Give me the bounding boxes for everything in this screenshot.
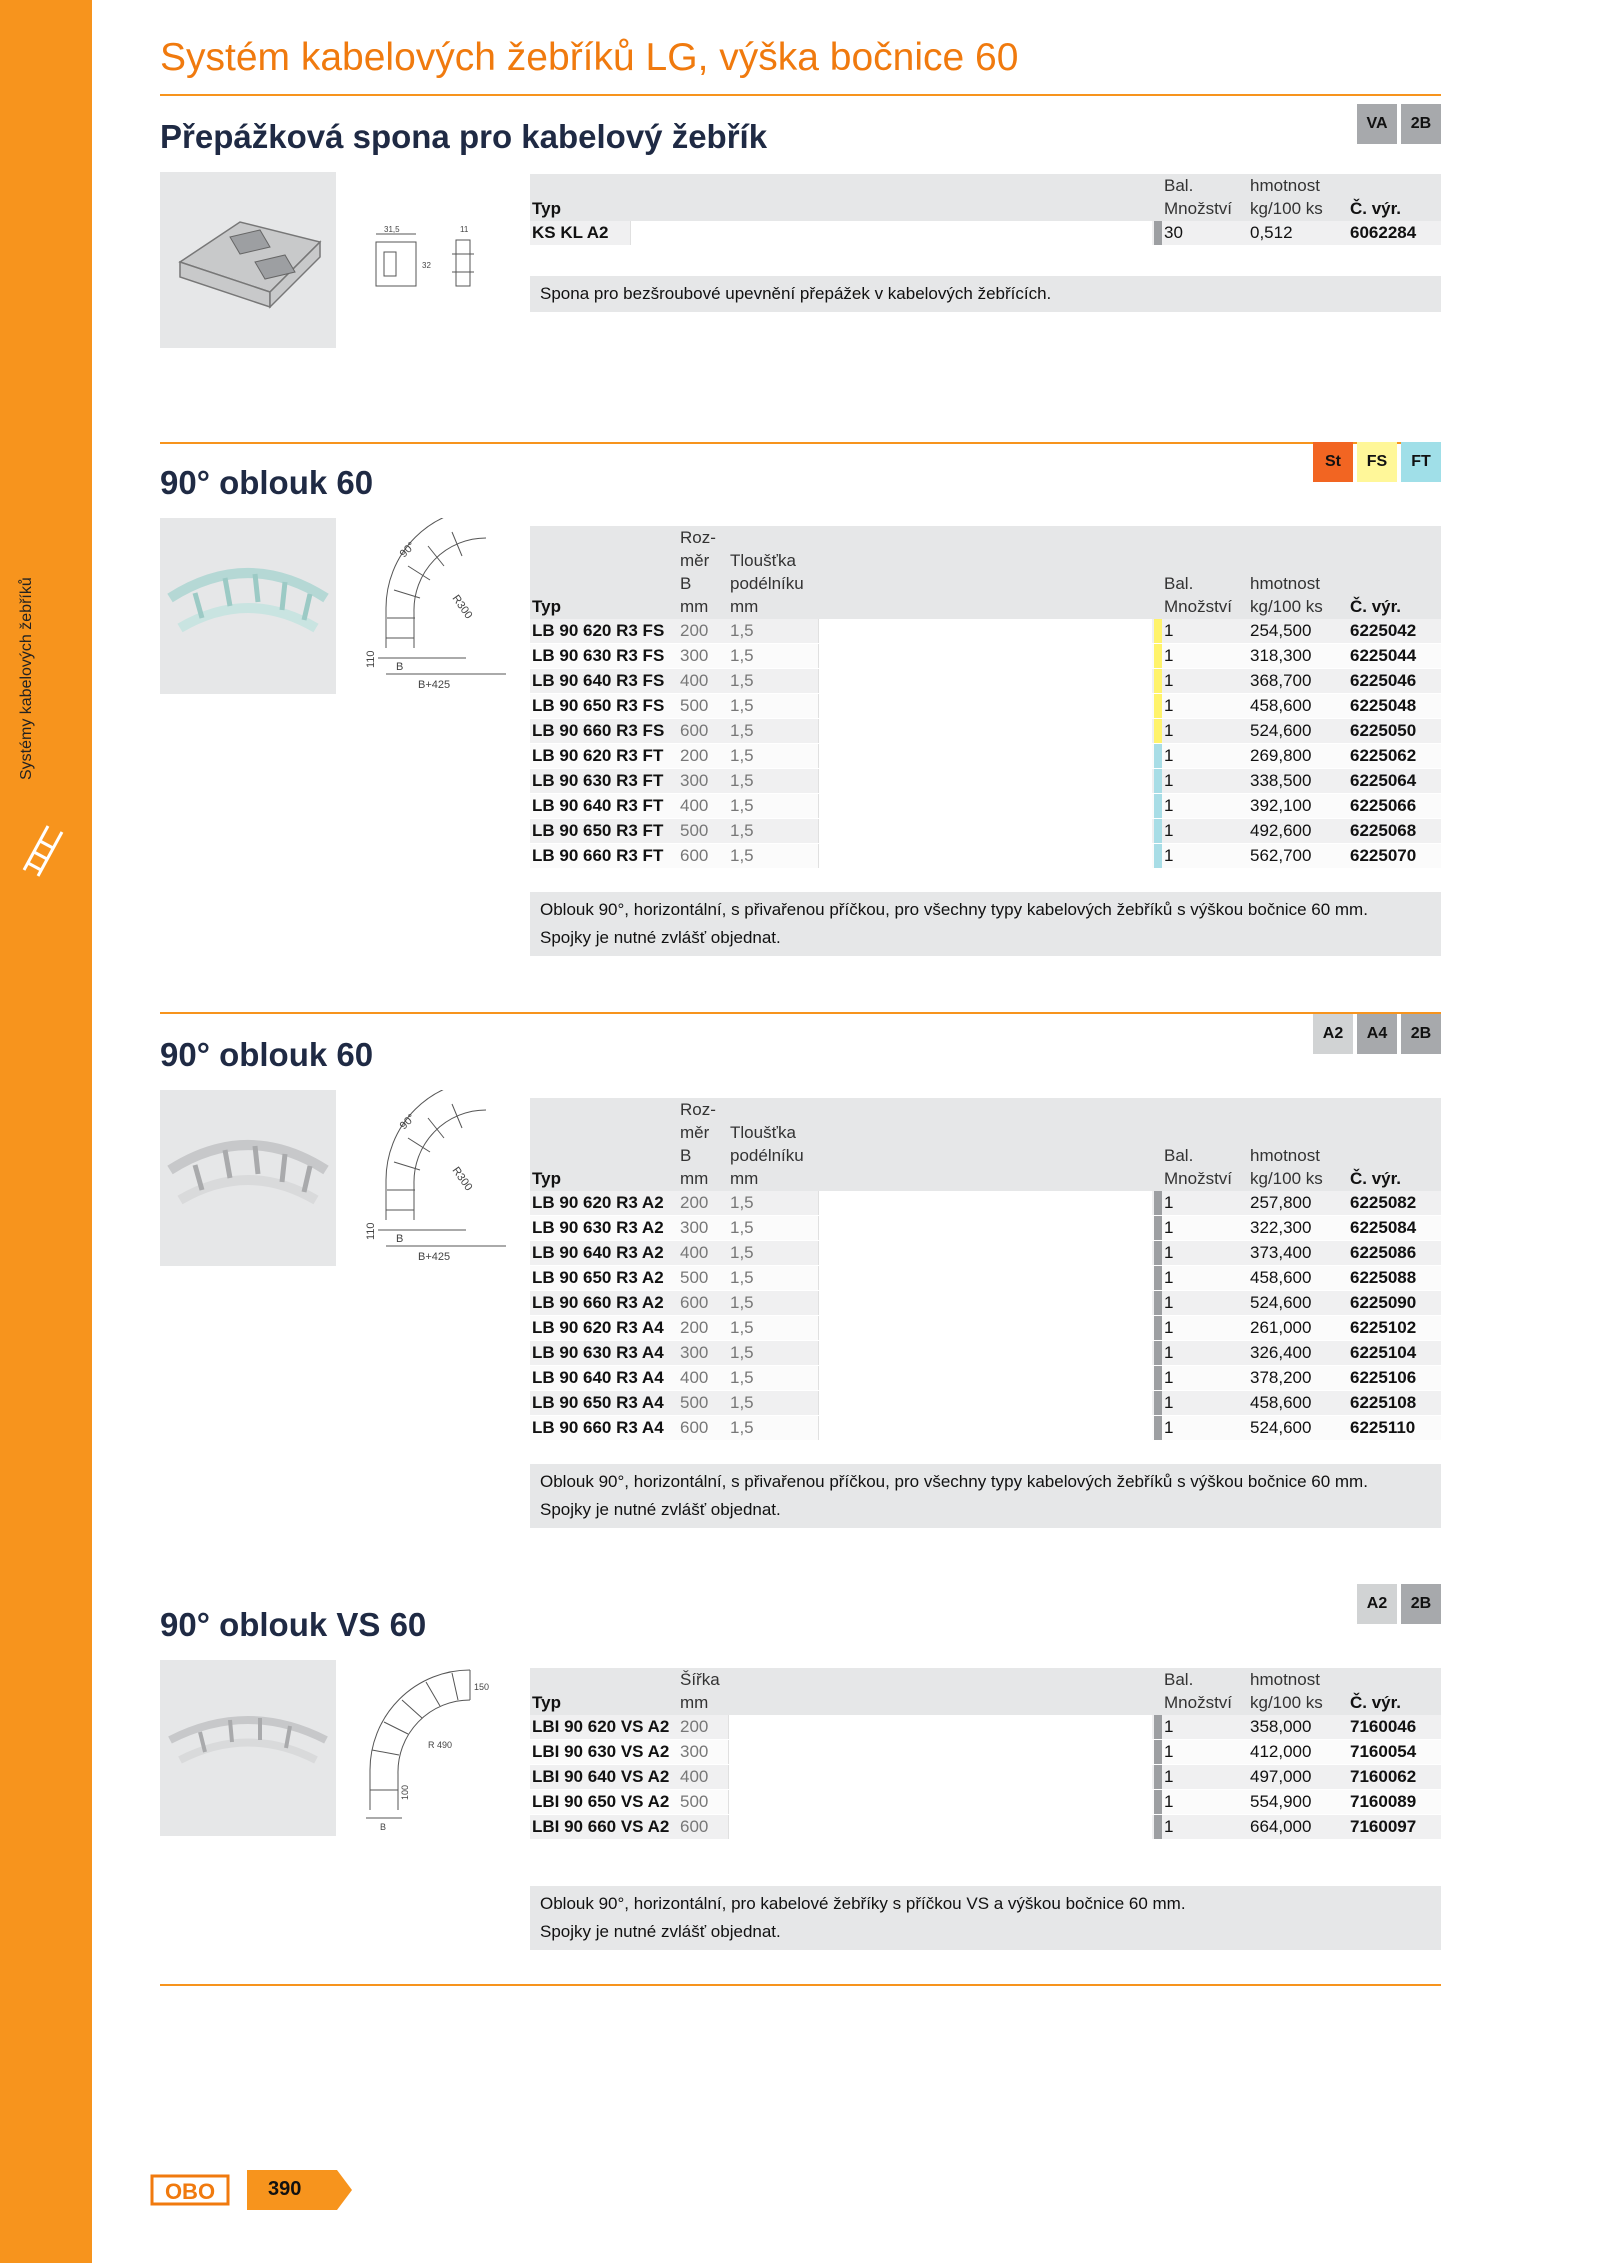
material-marker	[1152, 1241, 1162, 1266]
material-badge: 2B	[1401, 104, 1441, 144]
cell-bal: 1	[1162, 719, 1248, 744]
cell-typ: LB 90 620 R3 A2	[530, 1191, 678, 1216]
cell-weight: 458,600	[1248, 1266, 1348, 1291]
cell-thickness: 1,5	[728, 1191, 818, 1216]
cell-bal: 30	[1162, 221, 1248, 246]
cell-typ: LB 90 640 R3 FS	[530, 669, 678, 694]
cell-weight: 554,900	[1248, 1790, 1348, 1815]
cell-article: 6225046	[1348, 669, 1441, 694]
material-badge: A2	[1313, 1014, 1353, 1054]
header-article: Č. výr.	[1348, 174, 1441, 221]
cell-weight: 524,600	[1248, 1291, 1348, 1316]
header-article: Č. výr.	[1348, 526, 1441, 619]
section-bend-galvanized	[160, 442, 1441, 1012]
cell-dimension: 200	[678, 744, 728, 769]
cell-weight: 261,000	[1248, 1316, 1348, 1341]
cell-thickness: 1,5	[728, 1291, 818, 1316]
section-bend-vs	[160, 1584, 1441, 2004]
technical-drawing	[356, 1660, 526, 1840]
cell-weight: 326,400	[1248, 1341, 1348, 1366]
product-description	[530, 1886, 1441, 1950]
header-typ: Typ	[530, 526, 678, 619]
cell-thickness: 1,5	[728, 1216, 818, 1241]
drawing-label: B	[396, 1233, 404, 1245]
table-row	[530, 669, 1441, 694]
table-row	[530, 619, 1441, 644]
cell-dimension: 200	[678, 1191, 728, 1216]
header-bal: Bal. Množství	[1162, 174, 1248, 221]
cell-dimension: 300	[678, 769, 728, 794]
page-title: Systém kabelových žebříků LG, výška bočnice 60	[160, 36, 1019, 79]
product-photo	[160, 172, 336, 348]
cell-article: 6225086	[1348, 1241, 1441, 1266]
cell-article: 6225050	[1348, 719, 1441, 744]
cell-dimension: 500	[678, 694, 728, 719]
product-description	[530, 1464, 1441, 1528]
cell-typ: LB 90 660 R3 FS	[530, 719, 678, 744]
table-row	[530, 794, 1441, 819]
table-row	[530, 1291, 1441, 1316]
cell-typ: LB 90 630 R3 FS	[530, 644, 678, 669]
table-row	[530, 1191, 1441, 1216]
cell-weight: 524,600	[1248, 719, 1348, 744]
header-typ: Typ	[530, 1668, 678, 1715]
cell-dimension: 500	[678, 1266, 728, 1291]
cell-article: 6225082	[1348, 1191, 1441, 1216]
cell-article: 6225108	[1348, 1391, 1441, 1416]
header-bal: Bal. Množství	[1162, 1098, 1248, 1191]
cell-article: 6225062	[1348, 744, 1441, 769]
cell-article: 6225106	[1348, 1366, 1441, 1391]
material-badge: 2B	[1401, 1584, 1441, 1624]
cell-bal: 1	[1162, 1416, 1248, 1441]
table-row	[530, 1790, 1441, 1815]
cell-typ: LB 90 640 R3 A4	[530, 1366, 678, 1391]
cell-bal: 1	[1162, 844, 1248, 869]
header-weight: hmotnost kg/100 ks	[1248, 526, 1348, 619]
cell-dimension: 600	[678, 1815, 728, 1840]
technical-drawing	[356, 224, 506, 304]
cell-article: 6225048	[1348, 694, 1441, 719]
cell-dimension: 600	[678, 1416, 728, 1441]
cell-dimension: 400	[678, 794, 728, 819]
product-description	[530, 892, 1441, 956]
cell-bal: 1	[1162, 1191, 1248, 1216]
material-marker	[1152, 819, 1162, 844]
cell-dimension: 500	[678, 1391, 728, 1416]
cell-weight: 358,000	[1248, 1715, 1348, 1740]
description-line: Oblouk 90°, horizontální, s přivařenou příčkou, pro všechny typy kabelových žebříků s výškou bočnice 60 mm.	[540, 1472, 1368, 1491]
cell-article: 6225066	[1348, 794, 1441, 819]
cell-dimension: 200	[678, 1715, 728, 1740]
cell-dimension: 500	[678, 1790, 728, 1815]
section-bend-stainless	[160, 1014, 1441, 1584]
cell-weight: 664,000	[1248, 1815, 1348, 1840]
cell-bal: 1	[1162, 1216, 1248, 1241]
header-weight: hmotnost kg/100 ks	[1248, 1098, 1348, 1191]
header-typ: Typ	[530, 174, 630, 221]
cell-bal: 1	[1162, 794, 1248, 819]
description-line: Oblouk 90°, horizontální, s přivařenou příčkou, pro všechny typy kabelových žebříků s výškou bočnice 60 mm.	[540, 900, 1368, 919]
table-row	[530, 221, 1441, 246]
cell-typ: LB 90 640 R3 A2	[530, 1241, 678, 1266]
cell-thickness: 1,5	[728, 1341, 818, 1366]
header-typ: Typ	[530, 1098, 678, 1191]
cell-weight: 318,300	[1248, 644, 1348, 669]
section-title: 90° oblouk VS 60	[160, 1606, 427, 1643]
drawing-label: 90°	[397, 539, 418, 561]
partition-clip-image	[160, 172, 336, 348]
cell-weight: 412,000	[1248, 1740, 1348, 1765]
cell-article: 6225104	[1348, 1341, 1441, 1366]
material-marker	[1152, 1391, 1162, 1416]
cell-bal: 1	[1162, 669, 1248, 694]
material-badges	[1313, 442, 1441, 482]
cell-thickness: 1,5	[728, 769, 818, 794]
cell-typ: LBI 90 640 VS A2	[530, 1765, 678, 1790]
cell-typ: LB 90 640 R3 FT	[530, 794, 678, 819]
cell-bal: 1	[1162, 1715, 1248, 1740]
cell-bal: 1	[1162, 1391, 1248, 1416]
material-marker	[1152, 1266, 1162, 1291]
bend-image	[160, 1660, 336, 1836]
cell-typ: LB 90 650 R3 A4	[530, 1391, 678, 1416]
material-marker	[1152, 644, 1162, 669]
cell-thickness: 1,5	[728, 719, 818, 744]
technical-drawing	[356, 1090, 526, 1280]
cell-article: 6062284	[1348, 221, 1441, 246]
header-article: Č. výr.	[1348, 1668, 1441, 1715]
cell-weight: 492,600	[1248, 819, 1348, 844]
drawing-label: 110	[365, 650, 377, 668]
bend-image	[160, 518, 336, 694]
cell-article: 6225110	[1348, 1416, 1441, 1441]
table-row	[530, 744, 1441, 769]
cell-typ: LB 90 650 R3 FS	[530, 694, 678, 719]
material-marker	[1152, 1740, 1162, 1765]
header-width: Šířka mm	[678, 1668, 728, 1715]
cell-dimension: 400	[678, 1241, 728, 1266]
cell-bal: 1	[1162, 1366, 1248, 1391]
cell-article: 7160062	[1348, 1765, 1441, 1790]
drawing-label: 90°	[397, 1111, 418, 1133]
cable-ladder-icon	[18, 820, 68, 880]
title-rule	[160, 94, 1441, 96]
drawing-label: 32	[422, 261, 431, 270]
cell-weight: 392,100	[1248, 794, 1348, 819]
table-row	[530, 1740, 1441, 1765]
cell-typ: LB 90 650 R3 FT	[530, 819, 678, 844]
product-table	[530, 526, 1441, 869]
cell-thickness: 1,5	[728, 619, 818, 644]
cell-bal: 1	[1162, 819, 1248, 844]
cell-article: 7160097	[1348, 1815, 1441, 1840]
cell-dimension: 400	[678, 1366, 728, 1391]
product-photo	[160, 1090, 336, 1266]
cell-bal: 1	[1162, 1765, 1248, 1790]
cell-bal: 1	[1162, 769, 1248, 794]
cell-article: 6225064	[1348, 769, 1441, 794]
header-weight: hmotnost kg/100 ks	[1248, 1668, 1348, 1715]
cell-thickness: 1,5	[728, 1366, 818, 1391]
drawing-label: R 490	[428, 1740, 453, 1750]
material-marker	[1152, 1291, 1162, 1316]
table-row	[530, 1416, 1441, 1441]
table-row	[530, 694, 1441, 719]
product-table	[530, 1098, 1441, 1441]
drawing-label: B	[380, 1822, 387, 1832]
drawing-label: R300	[449, 592, 475, 622]
cell-typ: KS KL A2	[530, 221, 630, 246]
cell-dimension: 400	[678, 669, 728, 694]
material-marker	[1152, 1366, 1162, 1391]
drawing-label: B+425	[418, 679, 451, 691]
cell-weight: 338,500	[1248, 769, 1348, 794]
description-line: Spojky je nutné zvlášť objednat.	[540, 1500, 781, 1519]
material-badge: VA	[1357, 104, 1397, 144]
table-row	[530, 1366, 1441, 1391]
description-line: Spojky je nutné zvlášť objednat.	[540, 1922, 781, 1941]
drawing-label: B+425	[418, 1251, 451, 1263]
table-row	[530, 844, 1441, 869]
cell-dimension: 600	[678, 1291, 728, 1316]
table-row	[530, 819, 1441, 844]
product-photo	[160, 1660, 336, 1836]
table-row	[530, 644, 1441, 669]
table-row	[530, 1266, 1441, 1291]
drawing-label: R300	[449, 1164, 475, 1194]
cell-weight: 254,500	[1248, 619, 1348, 644]
material-badges	[1357, 104, 1441, 144]
cell-typ: LBI 90 650 VS A2	[530, 1790, 678, 1815]
cell-dimension: 300	[678, 644, 728, 669]
cell-dimension: 600	[678, 844, 728, 869]
cell-thickness: 1,5	[728, 1416, 818, 1441]
header-weight: hmotnost kg/100 ks	[1248, 174, 1348, 221]
material-marker	[1152, 794, 1162, 819]
drawing-label: 11	[460, 225, 469, 234]
cell-typ: LB 90 630 R3 A4	[530, 1341, 678, 1366]
cell-weight: 368,700	[1248, 669, 1348, 694]
table-row	[530, 1241, 1441, 1266]
table-row	[530, 719, 1441, 744]
cell-typ: LB 90 660 R3 FT	[530, 844, 678, 869]
cell-thickness: 1,5	[728, 669, 818, 694]
cell-dimension: 600	[678, 719, 728, 744]
cell-bal: 1	[1162, 644, 1248, 669]
table-row	[530, 1391, 1441, 1416]
material-marker	[1152, 769, 1162, 794]
header-dimension: Roz- měr B mm	[678, 1098, 728, 1191]
drawing-label: 150	[474, 1682, 490, 1692]
material-marker	[1152, 1191, 1162, 1216]
description-line: Spojky je nutné zvlášť objednat.	[540, 928, 781, 947]
cell-typ: LB 90 630 R3 A2	[530, 1216, 678, 1241]
section-title: Přepážková spona pro kabelový žebřík	[160, 118, 768, 155]
bend-image	[160, 1090, 336, 1266]
cell-article: 7160054	[1348, 1740, 1441, 1765]
material-marker	[1152, 221, 1162, 246]
cell-bal: 1	[1162, 1790, 1248, 1815]
cell-dimension: 300	[678, 1216, 728, 1241]
cell-dimension: 500	[678, 819, 728, 844]
cell-thickness: 1,5	[728, 1266, 818, 1291]
material-marker	[1152, 669, 1162, 694]
table-row	[530, 1765, 1441, 1790]
header-bal: Bal. Množství	[1162, 1668, 1248, 1715]
table-row	[530, 1216, 1441, 1241]
cell-typ: LB 90 650 R3 A2	[530, 1266, 678, 1291]
cell-bal: 1	[1162, 1341, 1248, 1366]
cell-article: 6225088	[1348, 1266, 1441, 1291]
product-photo	[160, 518, 336, 694]
material-marker	[1152, 694, 1162, 719]
cell-thickness: 1,5	[728, 744, 818, 769]
cell-thickness: 1,5	[728, 694, 818, 719]
cell-article: 7160089	[1348, 1790, 1441, 1815]
cell-typ: LB 90 660 R3 A2	[530, 1291, 678, 1316]
material-badge: St	[1313, 442, 1353, 482]
cell-bal: 1	[1162, 1291, 1248, 1316]
cell-thickness: 1,5	[728, 644, 818, 669]
material-marker	[1152, 1216, 1162, 1241]
cell-bal: 1	[1162, 619, 1248, 644]
cell-weight: 378,200	[1248, 1366, 1348, 1391]
cell-bal: 1	[1162, 1241, 1248, 1266]
material-badge: FS	[1357, 442, 1397, 482]
cell-weight: 257,800	[1248, 1191, 1348, 1216]
cell-typ: LBI 90 630 VS A2	[530, 1740, 678, 1765]
product-table	[530, 1668, 1441, 1840]
material-badge: A4	[1357, 1014, 1397, 1054]
table-row	[530, 1341, 1441, 1366]
cell-weight: 458,600	[1248, 1391, 1348, 1416]
cell-bal: 1	[1162, 694, 1248, 719]
header-thickness: Tloušťka podélníku mm	[728, 526, 818, 619]
obo-logo	[150, 2170, 230, 2210]
cell-dimension: 200	[678, 619, 728, 644]
material-marker	[1152, 744, 1162, 769]
cell-weight: 0,512	[1248, 221, 1348, 246]
cell-dimension: 400	[678, 1765, 728, 1790]
material-marker	[1152, 1715, 1162, 1740]
material-marker	[1152, 1416, 1162, 1441]
cell-weight: 373,400	[1248, 1241, 1348, 1266]
drawing-label: 110	[365, 1222, 377, 1240]
header-dimension: Roz- měr B mm	[678, 526, 728, 619]
table-row	[530, 1815, 1441, 1840]
header-article: Č. výr.	[1348, 1098, 1441, 1191]
cell-article: 6225102	[1348, 1316, 1441, 1341]
cell-weight: 497,000	[1248, 1765, 1348, 1790]
page-number: 390	[268, 2178, 302, 2200]
cell-typ: LB 90 630 R3 FT	[530, 769, 678, 794]
material-marker	[1152, 1341, 1162, 1366]
section-partition-clip	[160, 104, 1441, 424]
cell-thickness: 1,5	[728, 794, 818, 819]
cell-dimension: 300	[678, 1740, 728, 1765]
table-row	[530, 769, 1441, 794]
cell-dimension: 200	[678, 1316, 728, 1341]
cell-typ: LB 90 620 R3 FS	[530, 619, 678, 644]
product-table	[530, 174, 1441, 246]
cell-article: 7160046	[1348, 1715, 1441, 1740]
cell-bal: 1	[1162, 1740, 1248, 1765]
cell-typ: LB 90 620 R3 A4	[530, 1316, 678, 1341]
cell-thickness: 1,5	[728, 844, 818, 869]
sidebar	[0, 0, 92, 2263]
cell-weight: 458,600	[1248, 694, 1348, 719]
header-bal: Bal. Množství	[1162, 526, 1248, 619]
section-title: 90° oblouk 60	[160, 1036, 374, 1073]
cell-thickness: 1,5	[728, 1241, 818, 1266]
drawing-label: 31,5	[384, 225, 400, 234]
cell-article: 6225042	[1348, 619, 1441, 644]
material-marker	[1152, 844, 1162, 869]
material-marker	[1152, 1790, 1162, 1815]
material-marker	[1152, 1316, 1162, 1341]
material-badges	[1313, 1014, 1441, 1054]
material-badges	[1357, 1584, 1441, 1624]
cell-typ: LBI 90 620 VS A2	[530, 1715, 678, 1740]
cell-article: 6225070	[1348, 844, 1441, 869]
cell-typ: LB 90 620 R3 FT	[530, 744, 678, 769]
cell-weight: 322,300	[1248, 1216, 1348, 1241]
description-line: Spona pro bezšroubové upevnění přepážek v kabelových žebřících.	[540, 284, 1052, 303]
header-thickness: Tloušťka podélníku mm	[728, 1098, 818, 1191]
cell-article: 6225084	[1348, 1216, 1441, 1241]
table-row	[530, 1715, 1441, 1740]
logo-text: OBO	[164, 2179, 216, 2204]
product-description	[530, 276, 1441, 312]
cell-bal: 1	[1162, 744, 1248, 769]
cell-article: 6225090	[1348, 1291, 1441, 1316]
material-badge: A2	[1357, 1584, 1397, 1624]
cell-typ: LB 90 660 R3 A4	[530, 1416, 678, 1441]
cell-thickness: 1,5	[728, 819, 818, 844]
description-line: Oblouk 90°, horizontální, pro kabelové žebříky s příčkou VS a výškou bočnice 60 mm.	[540, 1894, 1186, 1913]
section-title: 90° oblouk 60	[160, 464, 374, 501]
sidebar-chapter-label: Systémy kabelových žebříků	[18, 577, 35, 780]
cell-dimension: 300	[678, 1341, 728, 1366]
cell-weight: 524,600	[1248, 1416, 1348, 1441]
material-marker	[1152, 619, 1162, 644]
cell-article: 6225044	[1348, 644, 1441, 669]
material-marker	[1152, 1815, 1162, 1840]
cell-weight: 269,800	[1248, 744, 1348, 769]
technical-drawing	[356, 518, 526, 708]
cell-bal: 1	[1162, 1815, 1248, 1840]
section-rule	[160, 1984, 1441, 1986]
material-badge: FT	[1401, 442, 1441, 482]
cell-bal: 1	[1162, 1266, 1248, 1291]
drawing-label: B	[396, 661, 404, 673]
cell-weight: 562,700	[1248, 844, 1348, 869]
cell-bal: 1	[1162, 1316, 1248, 1341]
cell-thickness: 1,5	[728, 1316, 818, 1341]
table-row	[530, 1316, 1441, 1341]
material-marker	[1152, 719, 1162, 744]
cell-thickness: 1,5	[728, 1391, 818, 1416]
cell-article: 6225068	[1348, 819, 1441, 844]
material-marker	[1152, 1765, 1162, 1790]
material-badge: 2B	[1401, 1014, 1441, 1054]
drawing-label: 100	[400, 1784, 410, 1800]
cell-typ: LBI 90 660 VS A2	[530, 1815, 678, 1840]
